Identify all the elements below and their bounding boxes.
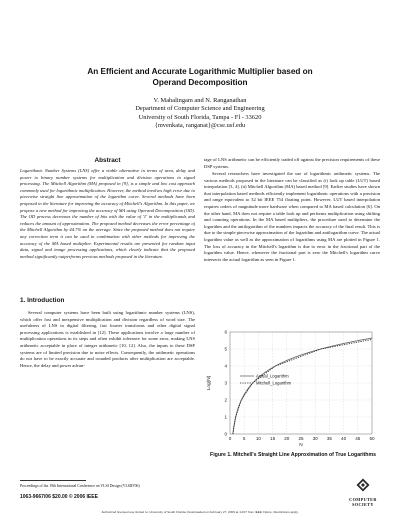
y-tick-label: 2 <box>224 397 227 403</box>
authors: V. Mahalingam and N. Ranganathan <box>153 97 247 104</box>
issn-copyright: 1063-9667/06 $20.00 © 2006 IEEE <box>20 494 98 500</box>
x-tick-label: 45 <box>355 436 361 441</box>
abstract-section <box>20 157 195 280</box>
y-tick-label: 5 <box>224 346 227 352</box>
footer-rule <box>20 480 86 481</box>
x-axis-label: N <box>299 443 303 446</box>
x-tick-label: 30 <box>312 436 318 441</box>
right-para-1: tage of LNS arithmetic can be efficiently traded off against the precision requirements of these DSP systems. <box>204 157 380 169</box>
affiliation-university: University of South Florida, Tampa - Fl - 33620 <box>138 113 262 121</box>
x-tick-label: 35 <box>326 436 332 441</box>
legend-label: Actual_Logarithm <box>256 373 289 379</box>
x-tick-label: 20 <box>284 436 290 441</box>
logo-text-computer: COMPUTER <box>349 497 377 502</box>
author-block <box>60 97 340 131</box>
license-notice: Authorized licensed use limited to: University of South Florida. Downloaded on February 27, 2009 at 14:07 from IEEE Xplore. Restrictions apply. <box>101 510 299 514</box>
legend-label: Mitchell_Logarithm <box>256 380 292 386</box>
x-tick-label: 10 <box>255 436 261 441</box>
abstract-heading: Abstract <box>94 157 121 164</box>
y-tick-label: 1 <box>224 414 227 420</box>
y-tick-label: 0 <box>224 431 227 437</box>
author-email: {mvenkata, ranganat}@cse.usf.edu <box>154 122 246 130</box>
proceedings-line: Proceedings of the 19th International Conference on VLSI Design (VLSID'06) <box>20 484 140 488</box>
x-tick-label: 50 <box>369 436 375 441</box>
y-tick-label: 6 <box>224 329 227 335</box>
y-tick-label: 4 <box>224 363 227 369</box>
x-tick-label: 25 <box>298 436 304 441</box>
introduction-section <box>20 297 195 460</box>
y-axis-label: Log(N) <box>207 375 212 391</box>
x-tick-label: 5 <box>242 436 246 441</box>
x-tick-label: 40 <box>341 436 347 441</box>
x-tick-label: 15 <box>270 436 276 441</box>
y-tick-label: 3 <box>224 380 227 386</box>
ieee-diamond-icon <box>356 478 370 492</box>
figure-1 <box>204 324 380 446</box>
paper-title <box>40 66 360 88</box>
logo-text-society: SOCIETY <box>352 502 374 507</box>
affiliation-department: Department of Computer Science and Engineering <box>135 105 265 113</box>
log-approximation-chart <box>204 324 380 446</box>
paper-title-line2: Operand Decomposition <box>152 78 248 87</box>
abstract-body: Logarithmic Number Systems (LNS) offer a viable alternative in terms of area, delay and power to binary number systems for multiplication and division operations in signal processing. The Mitchell Algorithm (MA) proposed in [9], is a simple and low cost approach commonly used for logarithmic multiplication. However, the method involves high error due to piecewise straight line approximation of the logarithm curve. Several methods have been proposed in the literature for improving the accuracy of Mitchell's Algorithm. In this paper, we propose a new method for improving the accuracy of MA using Operand Decomposition (OD). The OD process decreases the number of bits with the value of '1' in the multiplicands and reduces the amount of approximation. The proposed method decreases the error percentage of the Mitchell Algorithm by 44.7% on the average. Since the proposed method does not require any correction term it can be used in combination with other methods for improving the accuracy of the MA based multiplier. Experimental results are presented for random input data, signal and image processing applications, which clearly indicate that the proposed method significantly outperforms previous methods proposed in the literature. <box>20 168 195 259</box>
introduction-heading: 1. Introduction <box>20 297 65 304</box>
computer-society-logo <box>340 478 386 514</box>
series-line-mitchell-logarithm <box>233 339 372 434</box>
introduction-body: Several computer systems have been built using logarithmic number systems (LNS), which offer fast and inexpensive multiplication and division regardless of word size. The usefulness of LNS in digital filtering, fast fourier transforms and other digital signal processing applications is established in [12]. These applications involve a large number of multiplication operations in its steps and often exhibit tolerance for some error, making LNS arithmetic acceptable in place of integer arithmetic [10, 12]. Also, the inputs to these DSP systems are of limited precision due to noise effects. Consequently, the arithmetic operations do not have to be exactly accurate and rounded products after multiplication are acceptable. Hence, the delay and power advan- <box>20 310 195 368</box>
paper-title-line1: An Efficient and Accurate Logarithmic Multiplier based on <box>87 67 313 76</box>
right-para-2: Several researchers have investigated the use of logarithmic arithmetic systems. The various methods proposed in the literature can be classified as (i) look up table (LUT) based interpolation [3, 4], (ii) Mitchell Algorithm (MA) based method [9]. Earlier studies have shown that interpolation based methods efficiently implement logarithmic operations with a precision and range equivalent to 32 bit IEEE 754 floating point. However, LUT based interpolation requires orders of magnitude more hardware when compared to MA based calculation [6]. On the other hand, MA does not require a table look up and performs multiplication using shifting and counting operations. In the MA based multipliers, the procedure used to determine the logarithm and the antilogarithm of the numbers impacts the accuracy of the final result. This is due to the simple piecewise approximation of the logarithm and antilogarithm curve. The actual logarithm value as well as the approximation of logarithms using MA are plotted in Figure 1. The loss of accuracy in the Mitchell's logarithm is due to error in the fractional part of the logarithm value. Hence, whenever the fractional part is zero the Mitchell's logarithm curve intersects the actual logarithm as seen in Figure 1. <box>204 171 380 262</box>
series-line-actual-logarithm <box>233 338 372 434</box>
figure-caption: Figure 1. Mitchell's Straight Line Approximation of True Logarithms <box>210 452 376 458</box>
x-tick-label: 0 <box>228 436 232 441</box>
right-column-text <box>204 157 380 323</box>
